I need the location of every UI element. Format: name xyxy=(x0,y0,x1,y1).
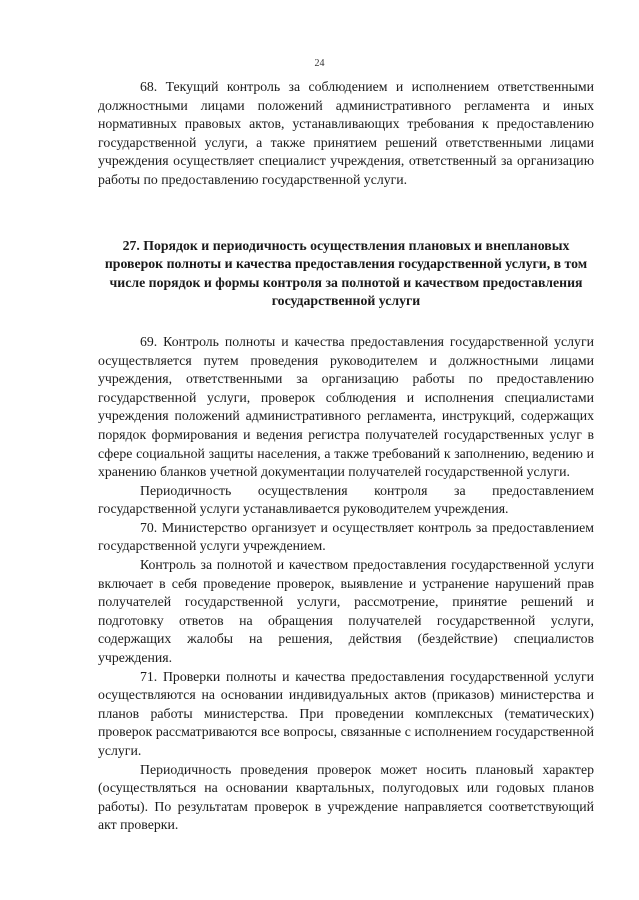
paragraph-71: 71. Проверки полноты и качества предоставления государственной услуги осуществляются на основании индивидуальных актов (приказов) министерства и планов работы министерства. При проведении комплексных (тематических) проверок рассматриваются все вопросы, связанные с исполнением государственной услуги. xyxy=(98,668,594,758)
page-number: 24 xyxy=(314,58,325,69)
paragraph-69: 69. Контроль полноты и качества предоставления государственной услуги осуществляется путем проведения руководителем и должностными лицами учреждения, ответственными за организацию работы по предоставлению государственной услуги, проверок соблюдения и исполнения специалистами учреждения положений административного регламента, инструкций, содержащих порядок формирования и ведения регистра получателей государственных услуг в сфере социальной защиты населения, а также требований к заполнению, ведению и хранению бланков учетной документации получателей государственной услуги. xyxy=(98,333,594,480)
paragraph-control-periodicity: Периодичность осуществления контроля за предоставлением государственной услуги устанавливается руководителем учреждения. xyxy=(98,482,594,517)
paragraph-68: 68. Текущий контроль за соблюдением и исполнением ответственными должностными лицами положений административного регламента и иных нормативных правовых актов, устанавливающих требования к предоставлению государственной услуги, а также принятием решений ответственными лицами учреждения осуществляет специалист учреждения, ответственный за организацию работы по предоставлению государственной услуги. xyxy=(98,79,594,187)
paragraph-70: 70. Министерство организует и осуществляет контроль за предоставлением государственной услуги учреждением. xyxy=(98,519,594,554)
document-body xyxy=(98,78,594,835)
paragraph-control-scope: Контроль за полнотой и качеством предоставления государственной услуги включает в себя проведение проверок, выявление и устранение нарушений прав получателей государственной услуги, рассмотрение, принятие решений и подготовку ответов на обращения получателей государственной услуги, содержащих жалобы на решения, действия (бездействие) специалистов учреждения. xyxy=(98,557,594,666)
section-heading-27: 27. Порядок и периодичность осуществления плановых и внеплановых проверок полноты и качества предоставления государственной услуги, в том числе порядок и формы контроля за полнотой и качеством предоставления государственной услуги xyxy=(104,237,588,309)
paragraph-inspection-periodicity: Периодичность проведения проверок может носить плановый характер (осуществляться на основании квартальных, полугодовых или годовых планов работы). По результатам проверок в учреждение направляется соответствующий акт проверки. xyxy=(98,761,594,833)
